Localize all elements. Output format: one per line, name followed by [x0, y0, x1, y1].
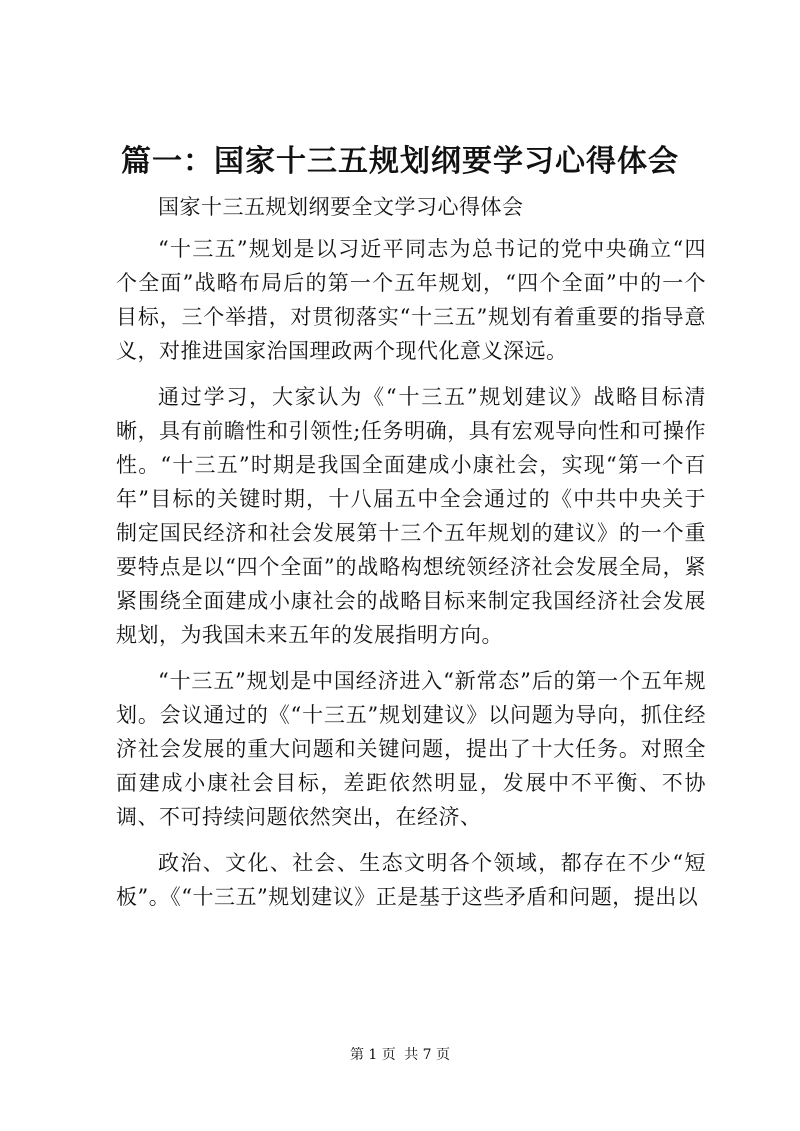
page-footer [0, 1045, 800, 1065]
body-paragraph-4: 政治、文化、社会、生态文明各个领域，都存在不少“短板”。《“十三五”规划建议》正是基于这些矛盾和问题，提出以 [116, 851, 706, 909]
body-paragraph-1: “十三五”规划是以习近平同志为总书记的党中央确立“四个全面”战略布局后的第一个五年规划，“四个全面”中的一个目标，三个举措，对贯彻落实“十三五”规划有着重要的指导意义，对推进国家治国理政两个现代化意义深远。 [116, 237, 706, 363]
document-body [116, 190, 706, 914]
page-total: 共 7 页 [404, 1047, 451, 1063]
subtitle-paragraph: 国家十三五规划纲要全文学习心得体会 [158, 195, 524, 219]
body-paragraph-2: 通过学习，大家认为《“十三五”规划建议》战略目标清晰，具有前瞻性和引领性;任务明确，具有宏观导向性和可操作性。“十三五”时期是我国全面建成小康社会，实现“第一个百年”目标的关键时期，十八届五中全会通过的《中共中央关于制定国民经济和社会发展第十三个五年规划的建议》的一个重要特点是以“四个全面”的战略构想统领经济社会发展全局，紧紧围绕全面建成小康社会的战略目标来制定我国经济社会发展规划，为我国未来五年的发展指明方向。 [116, 385, 706, 647]
body-paragraph-3: “十三五”规划是中国经济进入“新常态”后的第一个五年规划。会议通过的《“十三五”规划建议》以问题为导向，抓住经济社会发展的重大问题和关键问题，提出了十大任务。对照全面建成小康社会目标，差距依然明显，发展中不平衡、不协调、不可持续问题依然突出，在经济、 [116, 669, 706, 829]
document-title: 篇一：国家十三五规划纲要学习心得体会 [121, 144, 679, 179]
page-number: 第 1 页 [349, 1047, 396, 1063]
